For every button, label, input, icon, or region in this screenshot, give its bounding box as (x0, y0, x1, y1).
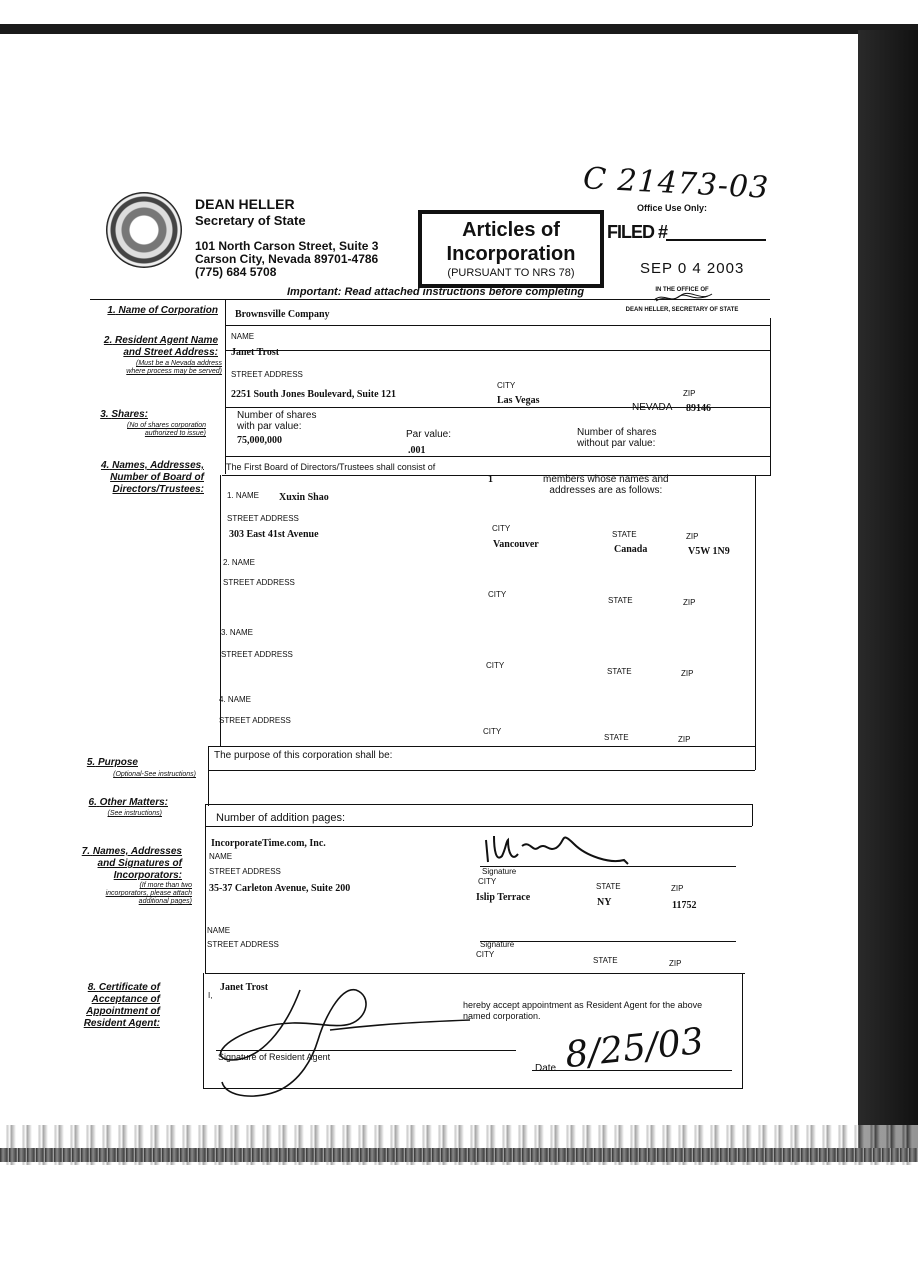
label-name-of-corporation: 1. Name of Corporation (107, 305, 218, 316)
caption: ZIP (678, 735, 691, 744)
agent-state: NEVADA (632, 402, 673, 413)
caption: NAME (207, 926, 231, 935)
incorporator1-state: NY (597, 897, 612, 908)
agent-signature (221, 990, 470, 1096)
office-stamp: IN THE OFFICE OF DEAN HELLER, SECRETARY OF STATE (625, 287, 739, 313)
caption: ZIP (669, 959, 682, 968)
caption: Par value: (406, 429, 452, 440)
office-title: Secretary of State (195, 213, 306, 228)
filed-label: FILED # (607, 222, 668, 242)
important-note: Important: Read attached instructions before completing (287, 286, 585, 298)
caption: The First Board of Directors/Trustees shall consist of (226, 462, 436, 472)
board-count: 1 (488, 474, 493, 485)
caption: Number of shares without par value: (577, 427, 657, 449)
address-line: Carson City, Nevada 89701-4786 (195, 252, 379, 266)
caption: STREET ADDRESS (221, 650, 293, 659)
incorporator1-city: Islip Terrace (476, 892, 531, 903)
caption: 1. NAME (227, 491, 260, 500)
incorporator1-name: IncorporateTime.com, Inc. (211, 838, 326, 849)
caption: CITY (497, 381, 516, 390)
caption: STATE (604, 733, 629, 742)
director1-name: Xuxin Shao (279, 492, 329, 503)
caption: Signature of Resident Agent (218, 1052, 331, 1062)
caption: Signature (480, 940, 515, 949)
caption: NAME (231, 332, 255, 341)
label-directors: 4. Names, Addresses, Number of Board of Directors/Trustees: (100, 460, 204, 495)
director1-street: 303 East 41st Avenue (229, 529, 319, 540)
caption: ZIP (681, 669, 694, 678)
caption: 2. NAME (223, 558, 256, 567)
label-incorporators: 7. Names, Addresses and Signatures of Incorporators: (81, 846, 182, 881)
caption: CITY (486, 661, 505, 670)
caption: STATE (612, 530, 637, 539)
caption: 3. NAME (221, 628, 254, 637)
director1-zip: V5W 1N9 (688, 546, 730, 557)
form-title: Articles of Incorporation (446, 219, 576, 265)
caption: ZIP (686, 532, 699, 541)
office-use-label: Office Use Only: (637, 203, 708, 213)
caption: hereby accept appointment as Resident Agent for the above named corporation. (463, 1000, 703, 1021)
incorporator1-street: 35-37 Carleton Avenue, Suite 200 (209, 883, 351, 894)
caption: ZIP (683, 389, 696, 398)
shares-par: 75,000,000 (237, 435, 282, 446)
caption: STATE (596, 882, 621, 891)
caption: STATE (593, 956, 618, 965)
corporation-name: Brownsville Company (235, 309, 330, 320)
director1-city: Vancouver (493, 539, 539, 550)
label-certificate: 8. Certificate of Acceptance of Appointment of Resident Agent: (83, 982, 160, 1029)
director1-state: Canada (614, 544, 648, 555)
office-stamp-signature (654, 293, 712, 300)
caption: I, (208, 991, 213, 1000)
caption: CITY (488, 590, 507, 599)
agent-zip: 89146 (686, 403, 711, 414)
caption: STREET ADDRESS (227, 514, 299, 523)
incorporator1-zip: 11752 (672, 900, 697, 911)
caption: 4. NAME (219, 695, 252, 704)
agent-street: 2251 South Jones Boulevard, Suite 121 (231, 389, 397, 400)
form-subtitle: (PURSUANT TO NRS 78) (447, 267, 575, 279)
label-shares-note: (No of shares corporation authorized to issue) (127, 422, 206, 437)
caption: STREET ADDRESS (209, 867, 281, 876)
caption: STREET ADDRESS (223, 578, 295, 587)
official-name: DEAN HELLER (195, 196, 295, 212)
caption: Number of addition pages: (216, 812, 346, 824)
caption: members whose names and addresses are as follows: (543, 474, 669, 496)
label-purpose-note: (Optional-See instructions) (113, 771, 196, 778)
caption: STREET ADDRESS (207, 940, 279, 949)
label-resident-agent-note: (Must be a Nevada address where process may be served) (126, 360, 222, 375)
caption: The purpose of this corporation shall be: (214, 750, 393, 761)
handwritten-file-number: C 21473-03 (582, 161, 771, 206)
accept-agent-name: Janet Trost (220, 982, 269, 993)
label-shares: 3. Shares: (100, 409, 148, 420)
caption: CITY (483, 727, 502, 736)
label-purpose: 5. Purpose (86, 757, 138, 768)
caption: STREET ADDRESS (231, 370, 303, 379)
filed-date-stamp: SEP 0 4 2003 (640, 260, 745, 277)
phone: (775) 684 5708 (195, 265, 277, 279)
accept-date-handwritten: 8/25/03 (563, 1020, 706, 1077)
caption: NAME (209, 852, 233, 861)
caption: Signature (482, 867, 517, 876)
address-line: 101 North Carson Street, Suite 3 (195, 239, 379, 253)
label-other-matters: 6. Other Matters: (88, 797, 168, 808)
label-incorporators-note: (If more than two incorporators, please attach additional pages) (105, 882, 192, 905)
caption: STATE (607, 667, 632, 676)
caption: STREET ADDRESS (219, 716, 291, 725)
label-resident-agent: 2. Resident Agent Name and Street Address: (103, 335, 218, 358)
caption: CITY (478, 877, 497, 886)
agent-city: Las Vegas (497, 395, 540, 406)
incorporator-signature (486, 836, 628, 864)
caption: CITY (492, 524, 511, 533)
caption: CITY (476, 950, 495, 959)
caption: Date (535, 1063, 557, 1074)
caption: STATE (608, 596, 633, 605)
caption: ZIP (671, 884, 684, 893)
agent-name: Janet Trost (231, 347, 280, 358)
caption: Number of shares with par value: (237, 410, 317, 432)
label-other-matters-note: (See instructions) (107, 810, 162, 817)
par-value: .001 (408, 445, 426, 456)
caption: ZIP (683, 598, 696, 607)
